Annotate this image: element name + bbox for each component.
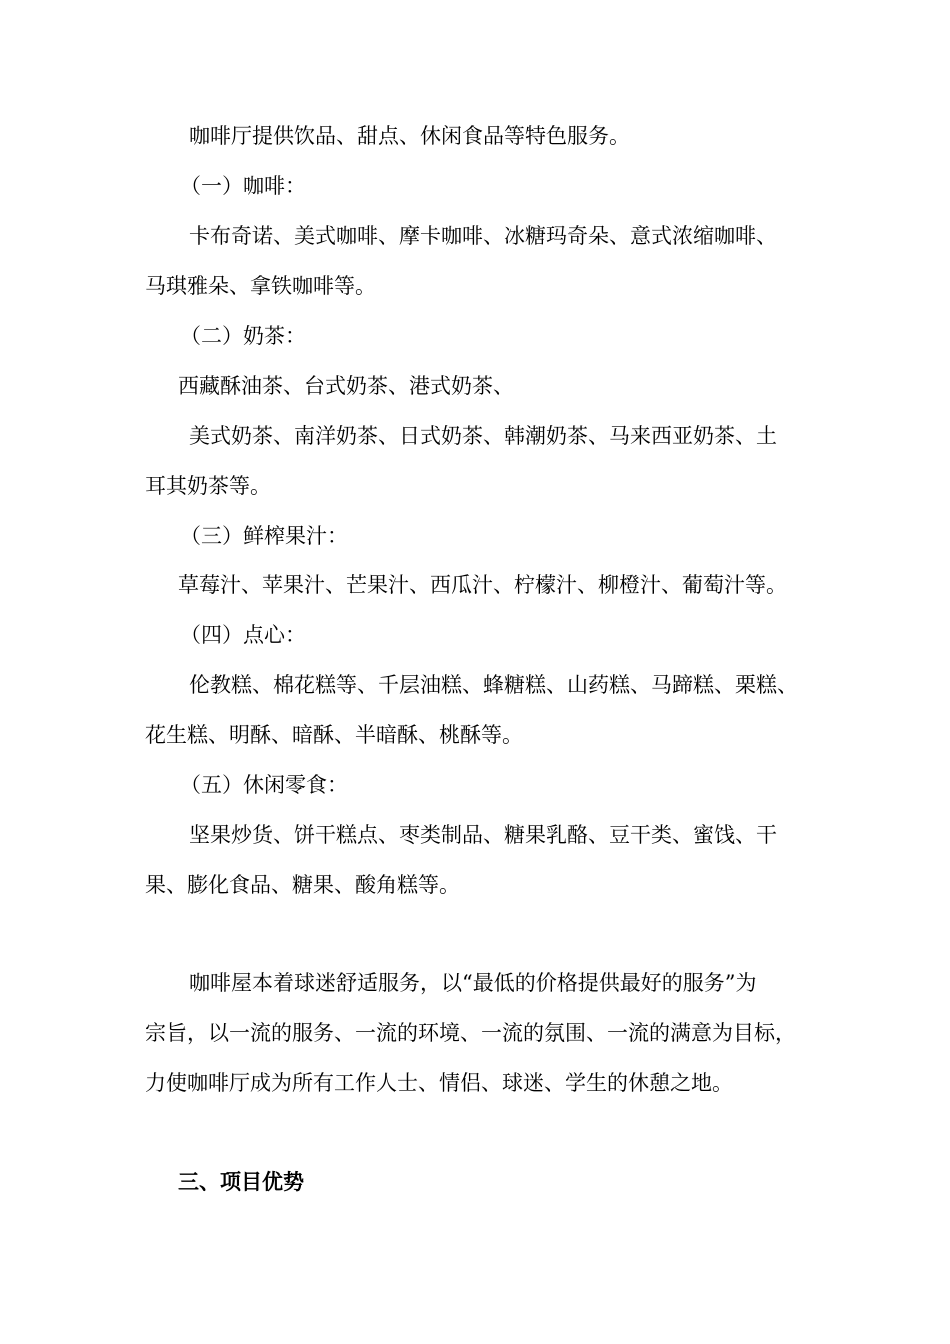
juice-heading: （三）鲜榨果汁： [180,524,348,548]
mission-line-1: 咖啡屋本着球迷舒适服务，以“最低的价格提供最好的服务”为 [189,971,757,995]
juice-list-line-1: 草莓汁、苹果汁、芒果汁、西瓜汁、柠檬汁、柳橙汁、葡萄汁等。 [178,573,787,597]
mission-line-2: 宗旨，以一流的服务、一流的环境、一流的氛围、一流的满意为目标， [145,1021,796,1045]
mission-line-3: 力使咖啡厅成为所有工作人士、情侣、球迷、学生的休憩之地。 [145,1071,733,1095]
coffee-list-line-2: 马琪雅朵、拿铁咖啡等。 [145,274,376,298]
leisure-food-list-line-2: 果、膨化食品、糖果、酸角糕等。 [145,873,460,897]
coffee-heading: （一）咖啡： [180,174,306,198]
milk-tea-list-line-3: 耳其奶茶等。 [145,474,271,498]
section-heading: 三、项目优势 [178,1169,304,1194]
intro-paragraph: 咖啡厅提供饮品、甜点、休闲食品等特色服务。 [189,124,630,148]
dessert-list-line-1: 伦教糕、棉花糕等、千层油糕、蜂糖糕、山药糕、马蹄糕、栗糕、 [189,673,798,697]
leisure-food-list-line-1: 坚果炒货、饼干糕点、枣类制品、糖果乳酪、豆干类、蜜饯、干 [189,823,777,847]
milk-tea-heading: （二）奶茶： [180,324,306,348]
dessert-heading: （四）点心： [180,623,306,647]
milk-tea-list-line-1: 西藏酥油茶、台式奶茶、港式奶茶、 [178,374,514,398]
dessert-list-line-2: 花生糕、明酥、暗酥、半暗酥、桃酥等。 [145,723,523,747]
milk-tea-list-line-2: 美式奶茶、南洋奶茶、日式奶茶、韩潮奶茶、马来西亚奶茶、土 [189,424,777,448]
coffee-list-line-1: 卡布奇诺、美式咖啡、摩卡咖啡、冰糖玛奇朵、意式浓缩咖啡、 [189,224,777,248]
leisure-food-heading: （五）休闲零食： [180,773,348,797]
